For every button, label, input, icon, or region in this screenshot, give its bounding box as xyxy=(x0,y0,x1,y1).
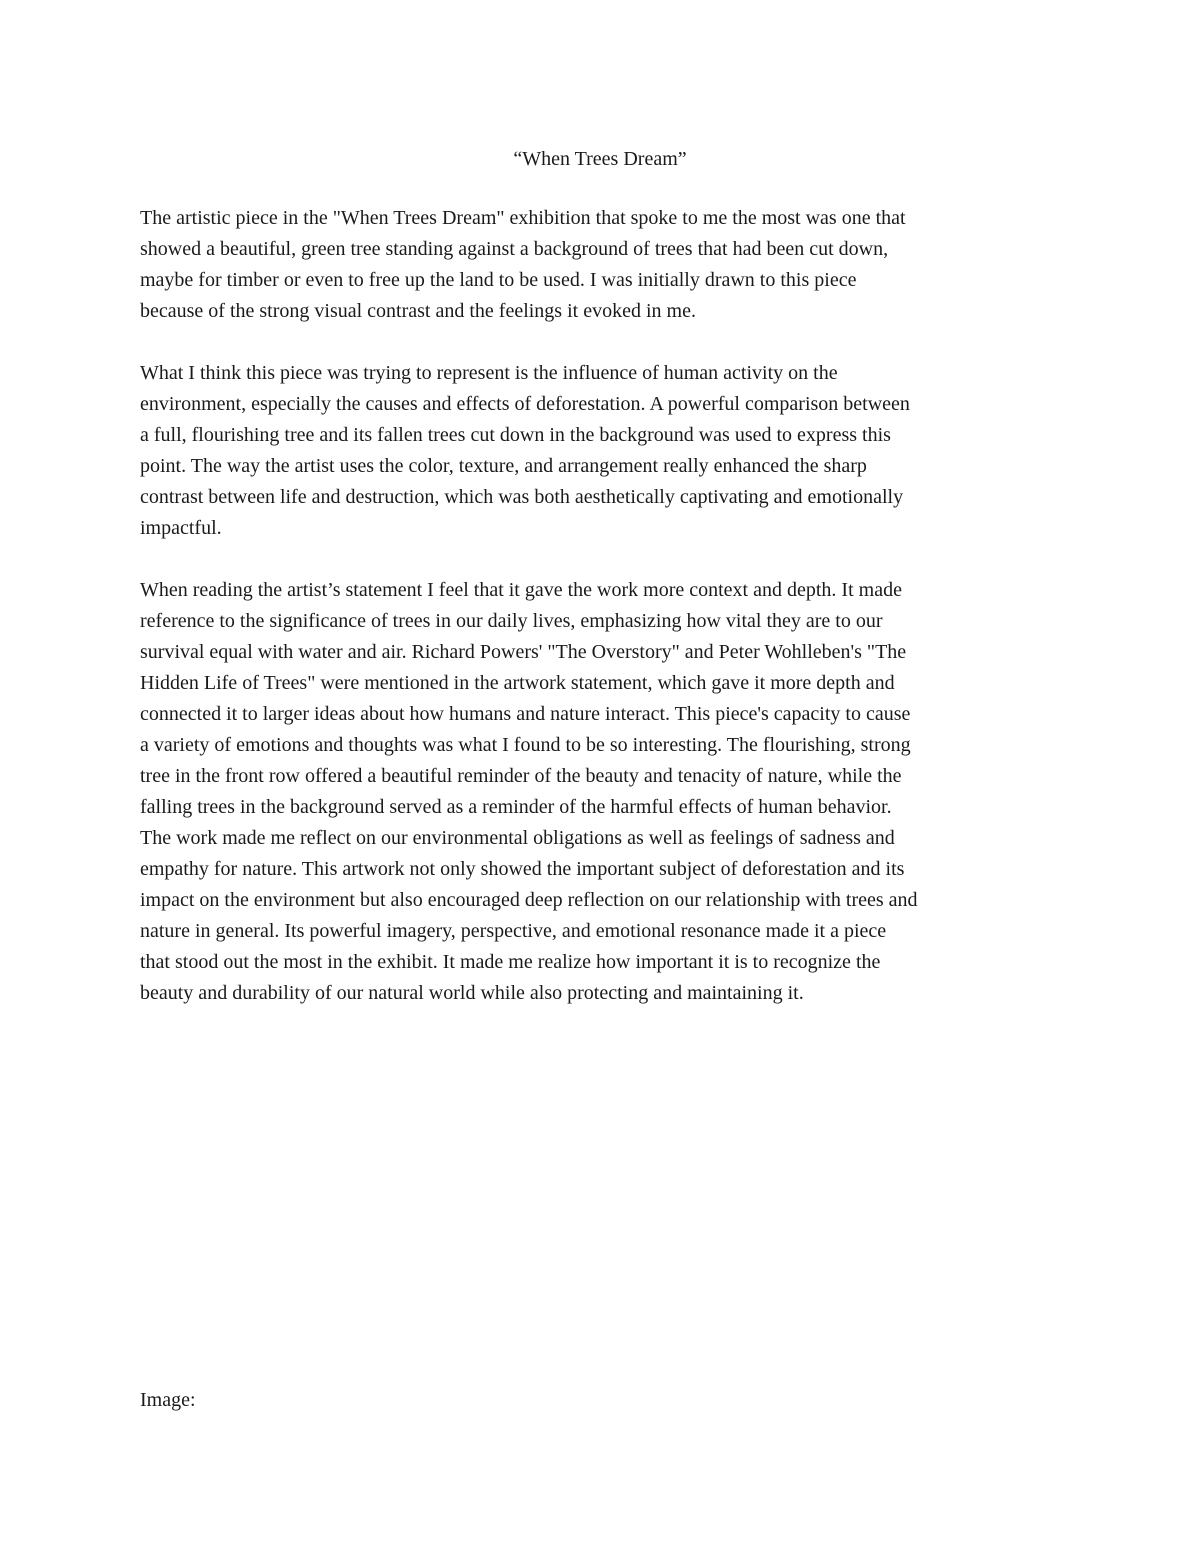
text-line: empathy for nature. This artwork not only showed the important subject of deforestation and its xyxy=(140,858,905,880)
text-line: What I think this piece was trying to represent is the influence of human activity on the xyxy=(140,362,838,384)
paragraph-2 xyxy=(140,358,1070,544)
text-line: Hidden Life of Trees" were mentioned in the artwork statement, which gave it more depth and xyxy=(140,672,895,694)
text-line: falling trees in the background served as a reminder of the harmful effects of human behavior. xyxy=(140,796,892,818)
text-line: beauty and durability of our natural world while also protecting and maintaining it. xyxy=(140,982,804,1004)
text-line: nature in general. Its powerful imagery, perspective, and emotional resonance made it a piece xyxy=(140,920,887,942)
text-line: When reading the artist’s statement I feel that it gave the work more context and depth. It made xyxy=(140,579,902,601)
text-line: showed a beautiful, green tree standing against a background of trees that had been cut down, xyxy=(140,238,889,260)
text-line: a variety of emotions and thoughts was what I found to be so interesting. The flourishing, strong xyxy=(140,734,911,756)
text-line: environment, especially the causes and effects of deforestation. A powerful comparison between xyxy=(140,393,910,415)
text-line: impact on the environment but also encouraged deep reflection on our relationship with trees and xyxy=(140,889,918,911)
text-line: contrast between life and destruction, which was both aesthetically captivating and emotionally xyxy=(140,486,904,508)
text-line: maybe for timber or even to free up the land to be used. I was initially drawn to this piece xyxy=(140,269,857,291)
text-line: that stood out the most in the exhibit. It made me realize how important it is to recognize the xyxy=(140,951,881,973)
text-line: point. The way the artist uses the color, texture, and arrangement really enhanced the sharp xyxy=(140,455,867,477)
document-title: “When Trees Dream” xyxy=(513,148,687,170)
text-line: reference to the significance of trees in our daily lives, emphasizing how vital they are to our xyxy=(140,610,883,632)
text-line: because of the strong visual contrast and the feelings it evoked in me. xyxy=(140,300,696,322)
text-line: The work made me reflect on our environmental obligations as well as feelings of sadness and xyxy=(140,827,895,849)
paragraph-1 xyxy=(140,203,1070,327)
text-line: tree in the front row offered a beautiful reminder of the beauty and tenacity of nature, while the xyxy=(140,765,902,787)
text-line: The artistic piece in the "When Trees Dream" exhibition that spoke to me the most was one that xyxy=(140,207,906,229)
text-line: a full, flourishing tree and its fallen trees cut down in the background was used to express this xyxy=(140,424,891,446)
text-line: survival equal with water and air. Richard Powers' "The Overstory" and Peter Wohlleben's "The xyxy=(140,641,907,663)
paragraph-3 xyxy=(140,575,1070,1009)
text-line: impactful. xyxy=(140,517,222,539)
text-line: connected it to larger ideas about how humans and nature interact. This piece's capacity to cause xyxy=(140,703,911,725)
image-label: Image: xyxy=(140,1389,196,1411)
document-body xyxy=(140,203,1070,1040)
